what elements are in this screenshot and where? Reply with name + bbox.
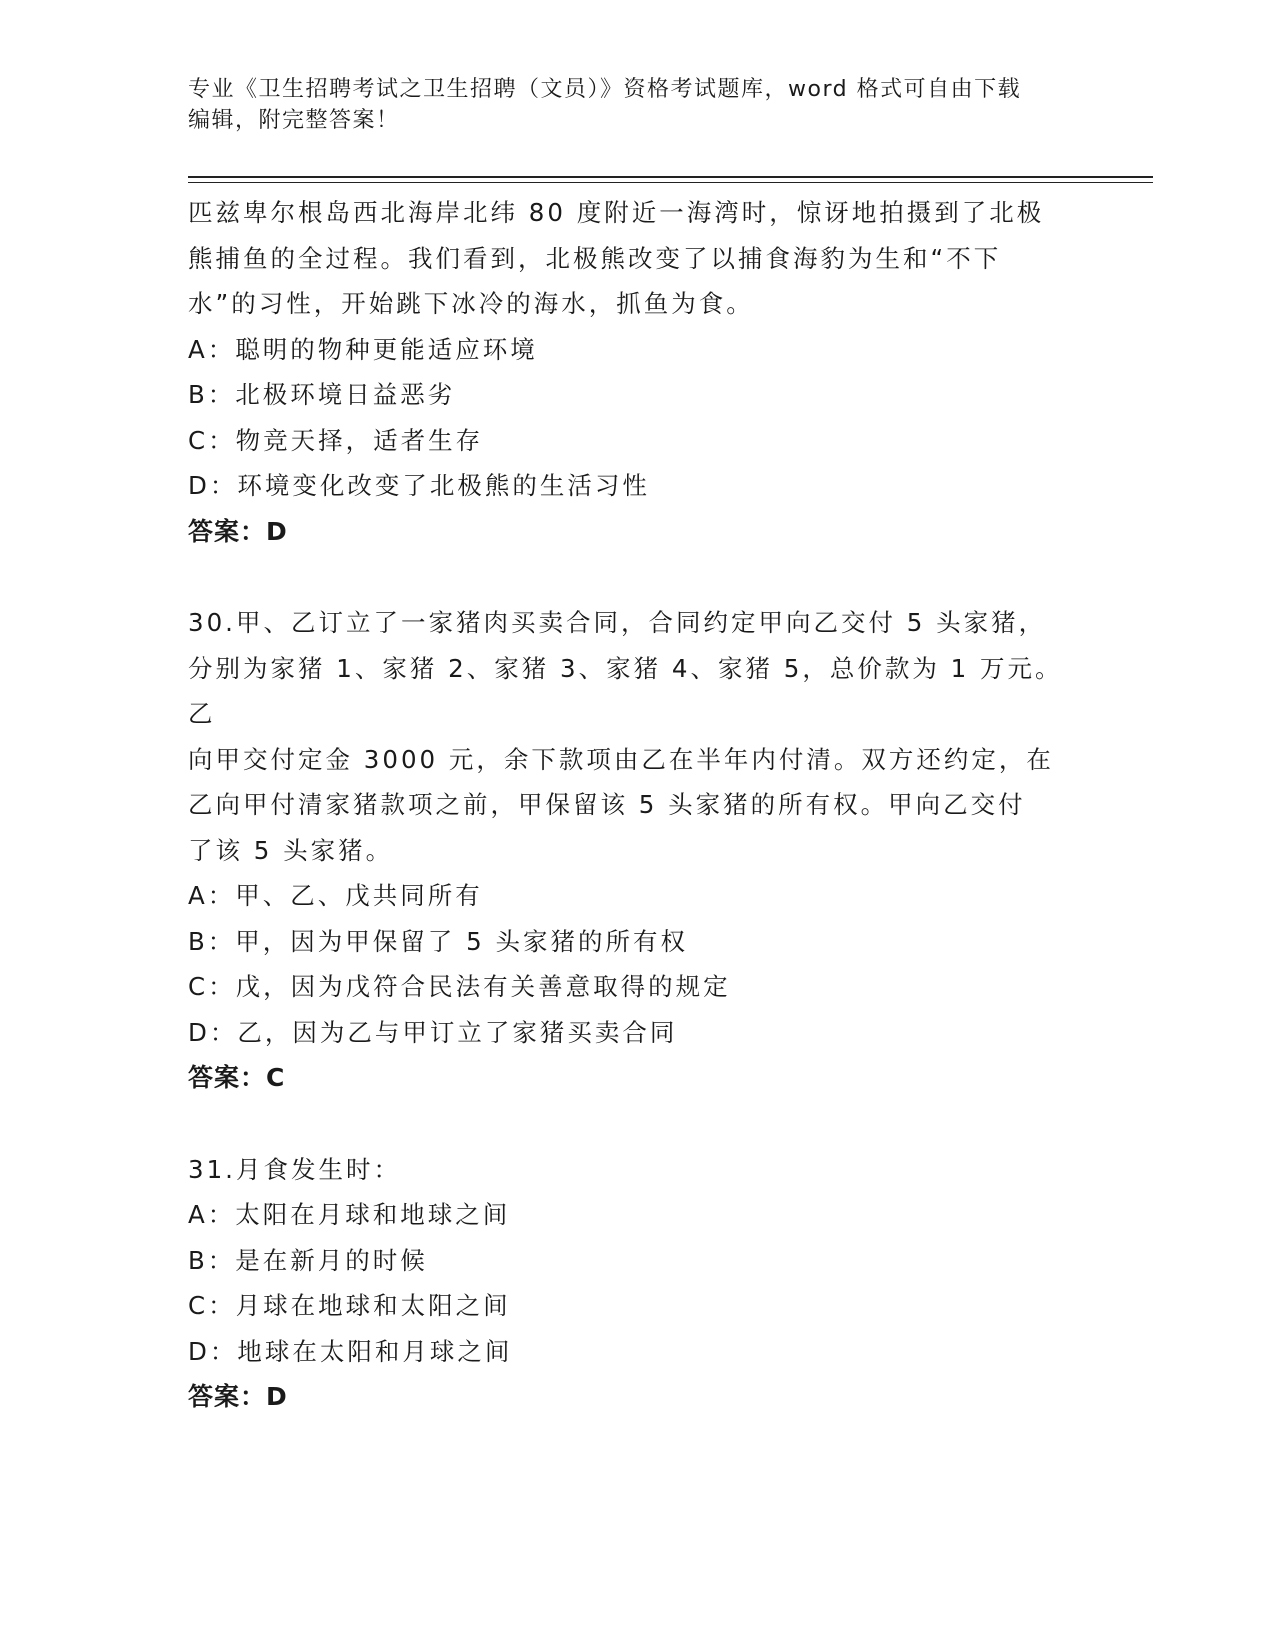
document-body bbox=[188, 190, 1078, 1420]
question-stem-line: 分别为家猪 1、家猪 2、家猪 3、家猪 4、家猪 5，总价款为 1 万元。乙 bbox=[188, 653, 1063, 728]
question-stem-line: 乙向甲付清家猪款项之前，甲保留该 5 头家猪的所有权。甲向乙交付 bbox=[188, 790, 1026, 819]
option-a: A：太阳在月球和地球之间 bbox=[188, 1200, 511, 1229]
spacer bbox=[188, 1101, 1078, 1147]
option-a: A：聪明的物种更能适应环境 bbox=[188, 334, 538, 364]
document-header bbox=[188, 74, 1068, 136]
option-b: B：是在新月的时候 bbox=[188, 1245, 428, 1275]
option-d: D：乙，因为乙与甲订立了家猪买卖合同 bbox=[188, 1017, 678, 1047]
option-a: A：甲、乙、戊共同所有 bbox=[188, 881, 483, 910]
option-b: B：北极环境日益恶劣 bbox=[188, 380, 456, 409]
spacer bbox=[188, 554, 1078, 600]
question-stem-line: 31.月食发生时： bbox=[188, 1154, 401, 1184]
header-divider-thin bbox=[188, 182, 1153, 183]
answer-line: 答案：D bbox=[188, 1382, 288, 1411]
question-stem-line: 水”的习性，开始跳下冰冷的海水，抓鱼为食。 bbox=[188, 289, 754, 318]
question-29 bbox=[188, 190, 1078, 554]
answer-line: 答案：D bbox=[188, 516, 288, 546]
answer-line: 答案：C bbox=[188, 1063, 286, 1092]
question-stem-line: 匹兹卑尔根岛西北海岸北纬 80 度附近一海湾时，惊讶地拍摄到了北极 bbox=[188, 198, 1045, 227]
question-stem-line: 向甲交付定金 3000 元，余下款项由乙在半年内付清。双方还约定，在 bbox=[188, 744, 1054, 774]
question-stem-line: 30.甲、乙订立了一家猪肉买卖合同，合同约定甲向乙交付 5 头家猪， bbox=[188, 608, 1047, 637]
option-b: B：甲，因为甲保留了 5 头家猪的所有权 bbox=[188, 926, 688, 956]
question-stem-line: 熊捕鱼的全过程。我们看到，北极熊改变了以捕食海豹为生和“不下 bbox=[188, 243, 1002, 273]
question-30 bbox=[188, 600, 1078, 1101]
question-stem-line: 了该 5 头家猪。 bbox=[188, 835, 394, 865]
option-c: C：物竞天择，适者生存 bbox=[188, 425, 484, 455]
option-c: C：戊，因为戊符合民法有关善意取得的规定 bbox=[188, 972, 731, 1001]
question-31 bbox=[188, 1147, 1078, 1420]
header-line-1: 专业《卫生招聘考试之卫生招聘（文员）》资格考试题库，word 格式可自由下载 bbox=[188, 77, 1022, 102]
option-d: D：环境变化改变了北极熊的生活习性 bbox=[188, 471, 650, 500]
header-divider-thick bbox=[188, 176, 1153, 178]
option-d: D：地球在太阳和月球之间 bbox=[188, 1336, 513, 1366]
header-line-2: 编辑，附完整答案！ bbox=[188, 108, 400, 133]
option-c: C：月球在地球和太阳之间 bbox=[188, 1291, 511, 1320]
